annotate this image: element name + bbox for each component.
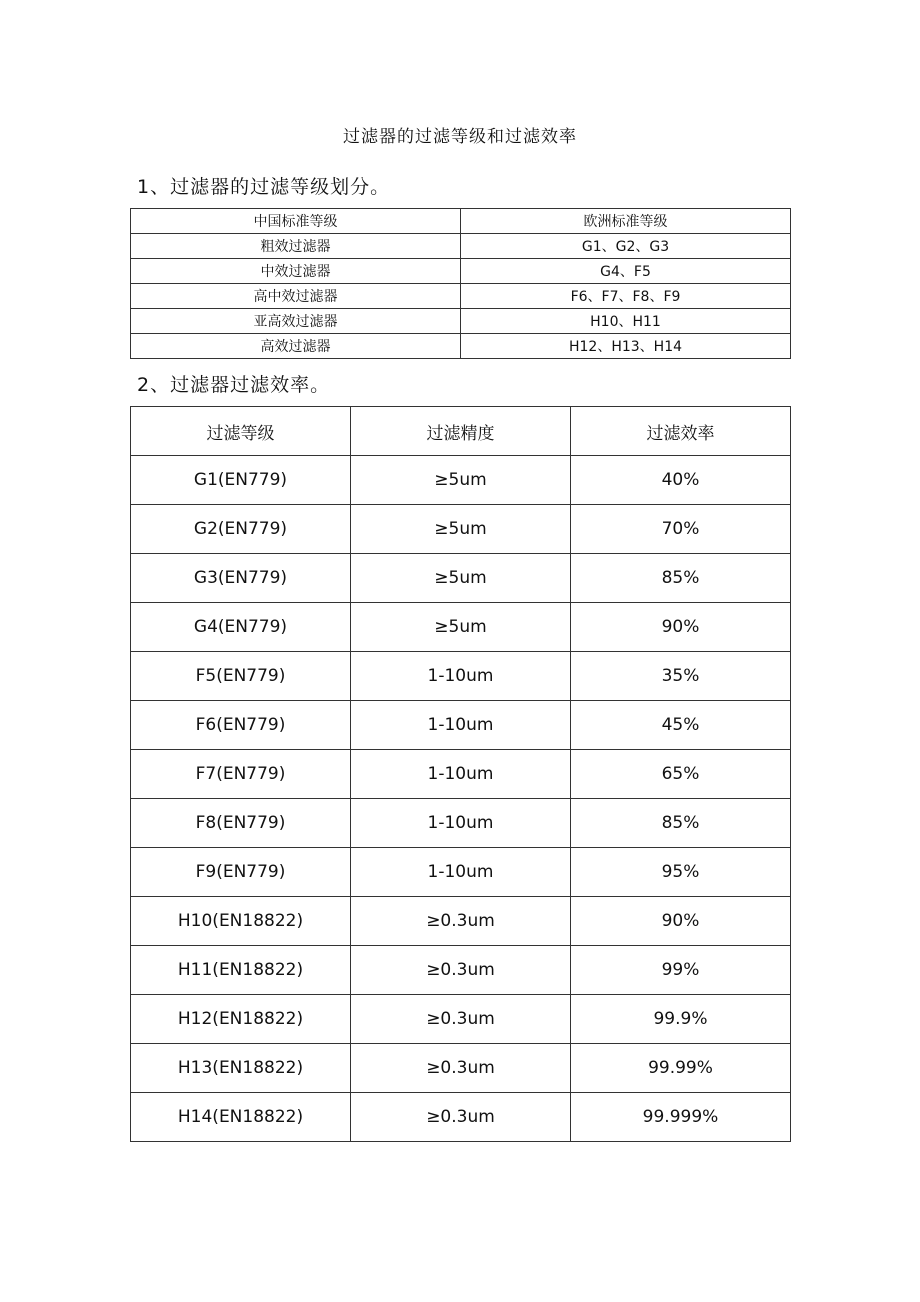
filter-grade-cell: F7(EN779) (131, 750, 351, 799)
filter-efficiency-cell: 35% (571, 652, 791, 701)
table-header-row (131, 407, 791, 456)
table-row (131, 750, 791, 799)
filter-efficiency-cell: 90% (571, 603, 791, 652)
filter-precision-cell: 1-10um (351, 701, 571, 750)
table-header-row (131, 209, 791, 234)
grade-classification-table (130, 208, 791, 359)
document-title: 过滤器的过滤等级和过滤效率 (343, 127, 577, 147)
table-row (131, 848, 791, 897)
table-row (131, 701, 791, 750)
table-row (131, 995, 791, 1044)
filter-grade-cell: F9(EN779) (131, 848, 351, 897)
filter-efficiency-cell: 95% (571, 848, 791, 897)
filter-grade-cell: G2(EN779) (131, 505, 351, 554)
section-heading-filter-efficiency: 2、过滤器过滤效率。 (137, 374, 331, 396)
column-header-europe-standard: 欧洲标准等级 (461, 209, 791, 234)
filter-grade-cell: F6(EN779) (131, 701, 351, 750)
china-grade-cell: 亚高效过滤器 (131, 309, 461, 334)
table-row (131, 1044, 791, 1093)
filter-precision-cell: ≥5um (351, 603, 571, 652)
filter-efficiency-cell: 40% (571, 456, 791, 505)
china-grade-cell: 中效过滤器 (131, 259, 461, 284)
filter-efficiency-cell: 45% (571, 701, 791, 750)
table-row (131, 309, 791, 334)
china-grade-cell: 高效过滤器 (131, 334, 461, 359)
filter-efficiency-table (130, 406, 791, 1142)
filter-efficiency-cell: 65% (571, 750, 791, 799)
column-header-filter-efficiency: 过滤效率 (571, 407, 791, 456)
table-row (131, 554, 791, 603)
filter-precision-cell: ≥5um (351, 505, 571, 554)
table-row (131, 946, 791, 995)
europe-grade-cell: G4、F5 (461, 259, 791, 284)
europe-grade-cell: H12、H13、H14 (461, 334, 791, 359)
filter-precision-cell: 1-10um (351, 750, 571, 799)
filter-grade-cell: H10(EN18822) (131, 897, 351, 946)
filter-precision-cell: ≥0.3um (351, 897, 571, 946)
filter-efficiency-cell: 85% (571, 799, 791, 848)
filter-efficiency-cell: 90% (571, 897, 791, 946)
filter-precision-cell: ≥0.3um (351, 995, 571, 1044)
china-grade-cell: 粗效过滤器 (131, 234, 461, 259)
table-row (131, 234, 791, 259)
filter-grade-cell: H14(EN18822) (131, 1093, 351, 1142)
filter-precision-cell: 1-10um (351, 799, 571, 848)
filter-grade-cell: F8(EN779) (131, 799, 351, 848)
filter-efficiency-cell: 99.99% (571, 1044, 791, 1093)
filter-precision-cell: ≥0.3um (351, 1093, 571, 1142)
table-row (131, 897, 791, 946)
filter-grade-cell: G1(EN779) (131, 456, 351, 505)
table-row (131, 1093, 791, 1142)
filter-grade-cell: H13(EN18822) (131, 1044, 351, 1093)
table-row (131, 259, 791, 284)
filter-efficiency-cell: 85% (571, 554, 791, 603)
filter-grade-cell: H12(EN18822) (131, 995, 351, 1044)
filter-efficiency-cell: 99.999% (571, 1093, 791, 1142)
filter-efficiency-cell: 99% (571, 946, 791, 995)
table-row (131, 456, 791, 505)
filter-grade-cell: F5(EN779) (131, 652, 351, 701)
filter-efficiency-cell: 70% (571, 505, 791, 554)
table-row (131, 652, 791, 701)
filter-precision-cell: ≥5um (351, 456, 571, 505)
column-header-china-standard: 中国标准等级 (131, 209, 461, 234)
filter-grade-cell: G4(EN779) (131, 603, 351, 652)
column-header-filter-precision: 过滤精度 (351, 407, 571, 456)
europe-grade-cell: H10、H11 (461, 309, 791, 334)
table-row (131, 284, 791, 309)
filter-precision-cell: ≥5um (351, 554, 571, 603)
filter-grade-cell: G3(EN779) (131, 554, 351, 603)
europe-grade-cell: G1、G2、G3 (461, 234, 791, 259)
table-row (131, 505, 791, 554)
filter-precision-cell: 1-10um (351, 848, 571, 897)
column-header-filter-grade: 过滤等级 (131, 407, 351, 456)
filter-efficiency-cell: 99.9% (571, 995, 791, 1044)
section-heading-grade-classification: 1、过滤器的过滤等级划分。 (137, 176, 391, 198)
filter-precision-cell: ≥0.3um (351, 1044, 571, 1093)
china-grade-cell: 高中效过滤器 (131, 284, 461, 309)
filter-precision-cell: ≥0.3um (351, 946, 571, 995)
filter-grade-cell: H11(EN18822) (131, 946, 351, 995)
table-row (131, 799, 791, 848)
europe-grade-cell: F6、F7、F8、F9 (461, 284, 791, 309)
filter-precision-cell: 1-10um (351, 652, 571, 701)
table-row (131, 603, 791, 652)
table-row (131, 334, 791, 359)
